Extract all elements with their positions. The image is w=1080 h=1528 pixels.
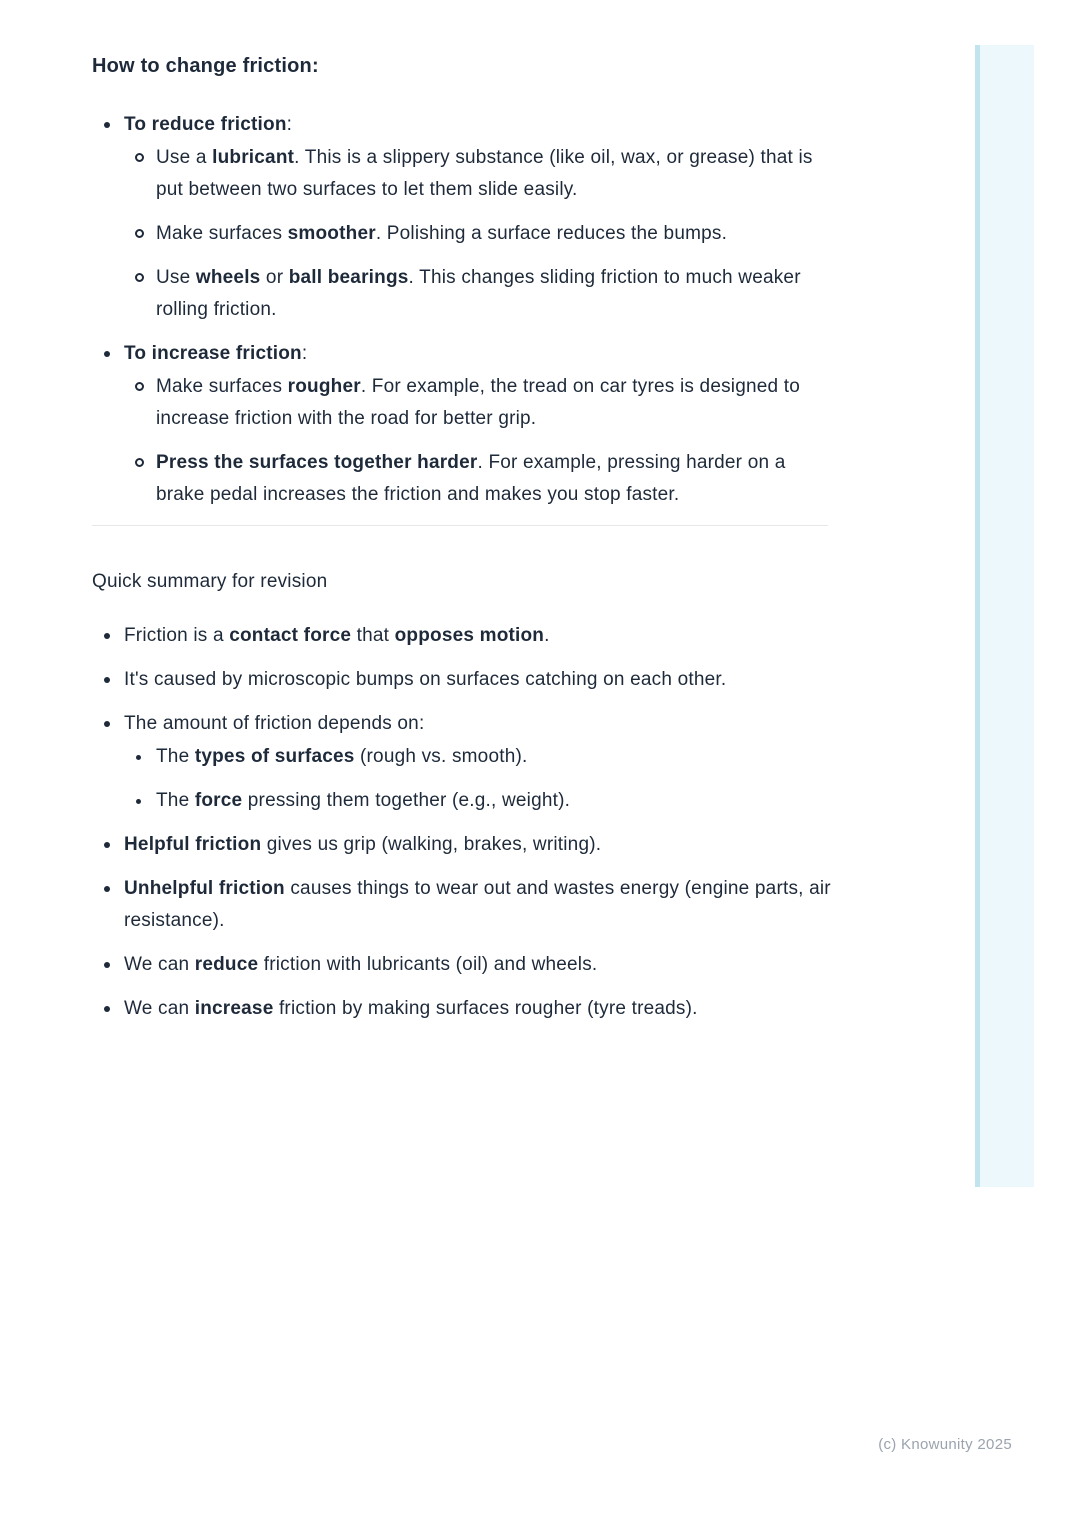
section-divider [92,525,828,526]
depends-on-sublist [124,741,832,817]
list-item-increase-friction [92,338,832,511]
decorative-side-bar [975,45,1034,1187]
list-item [124,741,832,773]
list-item [124,371,832,435]
increase-friction-sublist [124,371,832,511]
list-item-text: We can increase friction by making surfaces rougher (tyre treads). [124,998,698,1019]
summary-heading: Quick summary for revision [92,571,328,592]
list-item-text: Friction is a contact force that opposes motion. [124,625,550,646]
summary-list [92,620,832,1025]
list-item [92,993,832,1025]
list-item [124,785,832,817]
list-item [124,142,832,206]
copyright-notice: (c) Knowunity 2025 [878,1436,1012,1453]
list-item-text: Use wheels or ball bearings. This changes sliding friction to much weaker rolling friction. [156,267,801,320]
list-item-text: The amount of friction depends on: [124,713,425,734]
list-item-friction-depends-on [92,708,832,817]
list-item [92,949,832,981]
list-item [92,873,832,937]
list-item [124,447,832,511]
list-item-text: Use a lubricant. This is a slippery substance (like oil, wax, or grease) that is put between two surfaces to let them slide easily. [156,147,813,200]
list-item-text: To reduce friction: [124,114,293,135]
list-item-text: We can reduce friction with lubricants (oil) and wheels. [124,954,598,975]
page-content [92,0,832,1037]
list-item-reduce-friction [92,109,832,326]
list-item-text: Make surfaces rougher. For example, the tread on car tyres is designed to increase friction with the road for better grip. [156,376,800,429]
list-item [92,620,832,652]
list-item [124,218,832,250]
list-item [92,829,832,861]
list-item [124,262,832,326]
reduce-friction-sublist [124,142,832,326]
list-item-text: Helpful friction gives us grip (walking, brakes, writing). [124,834,602,855]
list-item-text: To increase friction: [124,343,308,364]
list-item-text: The types of surfaces (rough vs. smooth). [156,746,528,767]
list-item-text: Make surfaces smoother. Polishing a surface reduces the bumps. [156,223,728,244]
how-to-change-list [92,109,832,511]
list-item-text: Unhelpful friction causes things to wear out and wastes energy (engine parts, air resistance). [124,878,831,931]
list-item-text: Press the surfaces together harder. For example, pressing harder on a brake pedal increases the friction and makes you stop faster. [156,452,786,505]
list-item-text: The force pressing them together (e.g., weight). [156,790,571,811]
list-item-text: It's caused by microscopic bumps on surfaces catching on each other. [124,669,727,690]
list-item [92,664,832,696]
section-heading-how-to-change-friction: How to change friction: [92,55,319,77]
